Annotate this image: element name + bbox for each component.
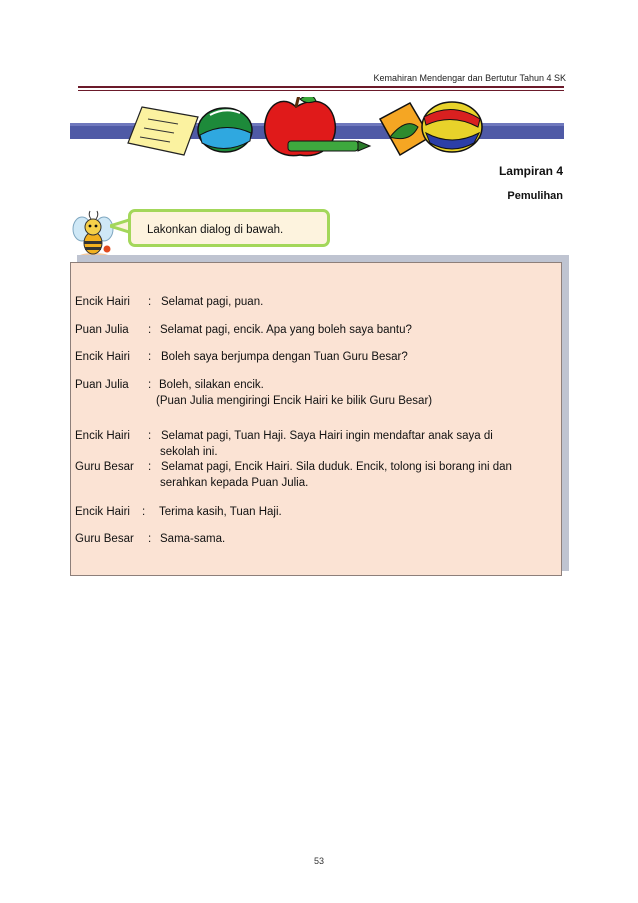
dialog-line: Boleh saya berjumpa dengan Tuan Guru Besar?: [161, 351, 408, 363]
note-paper-icon: [128, 107, 198, 155]
dialog-colon: :: [148, 351, 152, 363]
dialog-colon: :: [148, 379, 152, 391]
dialog-speaker: Encik Hairi: [75, 296, 130, 308]
header-rule: [78, 86, 564, 88]
dialog-line: sekolah ini.: [160, 446, 218, 458]
appendix-label: Lampiran 4: [498, 164, 563, 178]
header-rule-thin: [78, 90, 564, 91]
instruction-text: Lakonkan dialog di bawah.: [147, 224, 284, 236]
dialog-line: Boleh, silakan encik.: [159, 379, 264, 391]
dialog-speaker: Encik Hairi: [75, 351, 130, 363]
dialog-colon: :: [148, 296, 152, 308]
dialog-line: Terima kasih, Tuan Haji.: [159, 506, 282, 518]
dialog-speaker: Puan Julia: [75, 324, 129, 336]
dialog-colon: :: [148, 430, 152, 442]
dialog-line: serahkan kepada Puan Julia.: [160, 477, 309, 489]
dialog-speaker: Encik Hairi: [75, 430, 130, 442]
appendix-subtitle: Pemulihan: [507, 190, 563, 202]
dialog-line: Sama-sama.: [160, 533, 226, 545]
dialog-line: (Puan Julia mengiringi Encik Hairi ke bilik Guru Besar): [156, 395, 433, 407]
dialog-colon: :: [148, 461, 152, 473]
dialog-line: Selamat pagi, encik. Apa yang boleh saya bantu?: [160, 324, 412, 336]
dialog-box: [70, 262, 562, 576]
ball-icon: [198, 108, 252, 152]
dialog-line: Selamat pagi, Encik Hairi. Sila duduk. Encik, tolong isi borang ini dan: [161, 461, 512, 473]
page-number: 53: [313, 856, 324, 866]
dialog-speaker: Encik Hairi: [75, 506, 130, 518]
decorative-banner: [70, 97, 564, 162]
dialog-speaker: Puan Julia: [75, 379, 129, 391]
dialog-line: Selamat pagi, Tuan Haji. Saya Hairi ingin mendaftar anak saya di: [161, 430, 493, 442]
dialog-speaker: Guru Besar: [75, 461, 134, 473]
dialog-colon: :: [148, 533, 152, 545]
crayon-icon: [288, 141, 370, 151]
running-header: Kemahiran Mendengar dan Bertutur Tahun 4 SK: [373, 73, 566, 83]
dialog-speaker: Guru Besar: [75, 533, 134, 545]
dialog-line: Selamat pagi, puan.: [161, 296, 264, 308]
dialog-colon: :: [148, 324, 152, 336]
dialog-colon: :: [142, 506, 146, 518]
ball-icon-2: [422, 102, 482, 152]
